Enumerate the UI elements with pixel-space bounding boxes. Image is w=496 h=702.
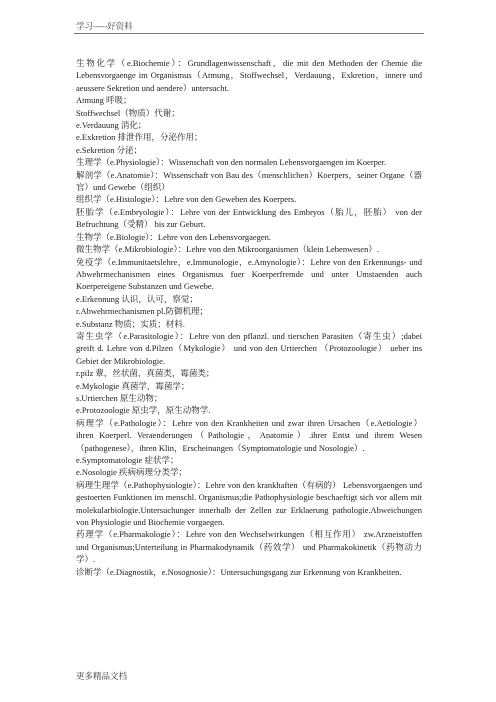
paragraph-sekretion: e.Sekretion 分泌； (76, 144, 143, 155)
paragraph-pathologie: 病理学（e.Pathologie）：Lehre von den Krankheiten und zwar ihren Ursachen（e.Aetiologie） ihren Koerperl. Veraenderungen（Pathologie，Anatomie）.ihrer Entst und ihrem Wesen （pathogenese），ihren Klin，Erscheinungen（Symptomatologie und Nosologie）. (76, 417, 422, 453)
paragraph-verdauung: e.Verdauung 消化； (76, 120, 147, 131)
paragraph-biologie: 生物学（e.Biologie）：Lehre von den Lebensvorgaegen. (76, 231, 272, 242)
paragraph-pilz: r.pilz 蕈，丝状菌，真菌类，霉菌类； (76, 368, 215, 379)
paragraph-exkretion: e.Exkretion 排泄作用，分泌作用； (76, 132, 203, 143)
paragraph-anatomie: 解剖学（e.Anatomie）：Wissenschaft von Bau des（menschlichen）Koerpers，seiner Organe（器官）und Gewebe（组织） (76, 169, 422, 193)
header-divider (74, 33, 424, 34)
paragraph-mykologie: e.Mykologie 真菌学，霉菌学； (76, 380, 190, 391)
paragraph-embryologie: 胚胎学（e.Embryologie）：Lehre von der Entwicklung des Embryos（胎儿，胚胎） von der Befruchtung（受精） bis zur Geburt. (76, 206, 422, 230)
paragraph-substanz: e.Substanz 物质；实质；材料. (76, 318, 185, 329)
paragraph-nosologie: e.Nosologie 疾病病理分类学； (76, 467, 187, 478)
paragraph-erkennung: e.Erkennung 认识，认可，察觉； (76, 293, 198, 304)
paragraph-pharmakologie: 药理学（e.Pharmakologie）：Lehre von den Wechselwirkungen（相互作用） zw.Arzneistoffen und Organismus;Unterteilung in Pharmakodynamik（药效学） und Pharmakokinetik（药物动力学）. (76, 529, 422, 565)
page-header: 学习-----好资料 (76, 21, 133, 31)
paragraph-symptomatologie: e.Symptomatologie 症状学； (76, 455, 179, 465)
paragraph-diagnostik: 诊断学（e.Diagnostik，e.Nosognosie）：Untersuchungsgang zur Erkennung von Krankheiten. (76, 566, 402, 577)
paragraph-urtierchen: s.Urtierchen 原生动物； (76, 392, 163, 403)
paragraph-abwehrmechanismen: r.Abwehrmechanismen pl.防御机理； (76, 306, 208, 317)
paragraph-protozoologie: e.Protozoologie 原虫学，原生动物学. (76, 405, 211, 416)
paragraph-biochemie: 生物化学（e.Biochemie）：Grundlagenwissenschaft，die mit den Methoden der Chemie die Lebensvorgaenge im Organismus（Atmung，Stoffwechsel，Verdauung，Exkretion，innere und aeussere Sekretion und aendere）untersucht. (76, 58, 422, 93)
document-body (76, 57, 422, 578)
paragraph-pathophysiologie: 病理生理学（e.Pathophysiologie）：Lehre von den krankhaften（有病的） Lebensvorgaengen und gestoerten Funktionen im menschl. Organismus;die Pathophysiologie beschaeftigt sich vor allem mit molekularbiologie.Untersuchunger innerhalb der Zellen zur Erklaerung pathologie.Abweichungen von Physiologie und Biochemie vorgaegen. (76, 479, 422, 528)
paragraph-mikrobiologie: 微生物学（e.Mikrobiologie）：Lehre von den Mikroorganismen（klein Lebenwesen）. (76, 244, 379, 255)
paragraph-atmung: Atmung 呼吸； (76, 95, 132, 106)
paragraph-immunologie: 免疫学（e.Immunitaetslehre，e.Immunologie，e.Amynologie）：Lehre von den Erkennungs- und Abwehrmechanismen eines Organismus fuer Koerperfremde und unter Umstaenden auch Koerpereigene Substanzen und Gewebe. (76, 256, 422, 292)
paragraph-physiologie: 生理学（e.Physiologie）：Wissenschaft von den normalen Lebensvorgaengen im Koerper. (76, 157, 387, 168)
paragraph-stoffwechsel: Stoffwechsel（物质）代谢； (76, 107, 180, 118)
paragraph-parasitologie: 寄生虫学（e.Parasitologie）：Lehre von den pflanzl. und tierschen Parasiten（寄生虫）;dabei greift d. Lehre von d.Pilzen（Mykologie） und von den Urtierchen （Protozoologie） ueber ins Gebiet der Mikrobiologie. (76, 330, 422, 366)
paragraph-histologie: 组织学（e.Histologie）：Lehre von den Geweben des Koerpers. (76, 194, 297, 205)
page-footer: 更多精品文档 (76, 671, 128, 681)
